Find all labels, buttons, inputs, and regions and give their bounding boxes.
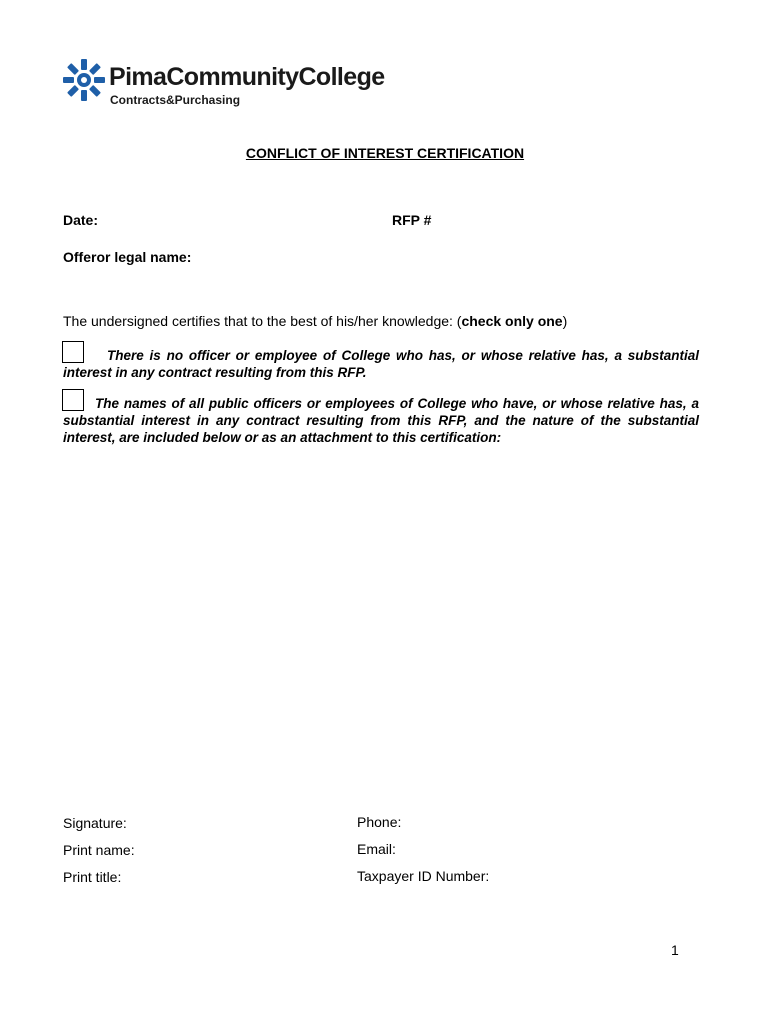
email-label: Email: bbox=[357, 841, 396, 857]
taxpayer-id-label: Taxpayer ID Number: bbox=[357, 868, 490, 884]
page-title: CONFLICT OF INTEREST CERTIFICATION bbox=[245, 145, 525, 161]
pima-college-logo-icon bbox=[62, 58, 106, 102]
signature-label: Signature: bbox=[63, 815, 127, 831]
phone-label: Phone: bbox=[357, 814, 402, 830]
offeror-label: Offeror legal name: bbox=[63, 249, 192, 265]
college-name: PimaCommunityCollege bbox=[109, 63, 385, 91]
print-title-label: Print title: bbox=[63, 869, 122, 885]
check-only-one-emphasis: check only one bbox=[461, 313, 563, 329]
department-name: Contracts&Purchasing bbox=[110, 93, 241, 107]
date-label: Date: bbox=[63, 212, 99, 228]
page-number: 1 bbox=[671, 942, 679, 958]
certification-intro: The undersigned certifies that to the best of his/her knowledge: (check only one) bbox=[63, 313, 568, 329]
print-name-label: Print name: bbox=[63, 842, 135, 858]
rfp-label: RFP # bbox=[392, 212, 432, 228]
option-no-interest: There is no officer or employee of College who has, or whose relative has, a substantial interest in any contract resulting from this RFP. bbox=[63, 348, 699, 380]
option-interest-disclosed: The names of all public officers or employees of College who have, or whose relative has, a substantial interest in any contract resulting from this RFP, and the nature of the substantial interest, are included below or as an attachment to this certification: bbox=[63, 396, 699, 445]
